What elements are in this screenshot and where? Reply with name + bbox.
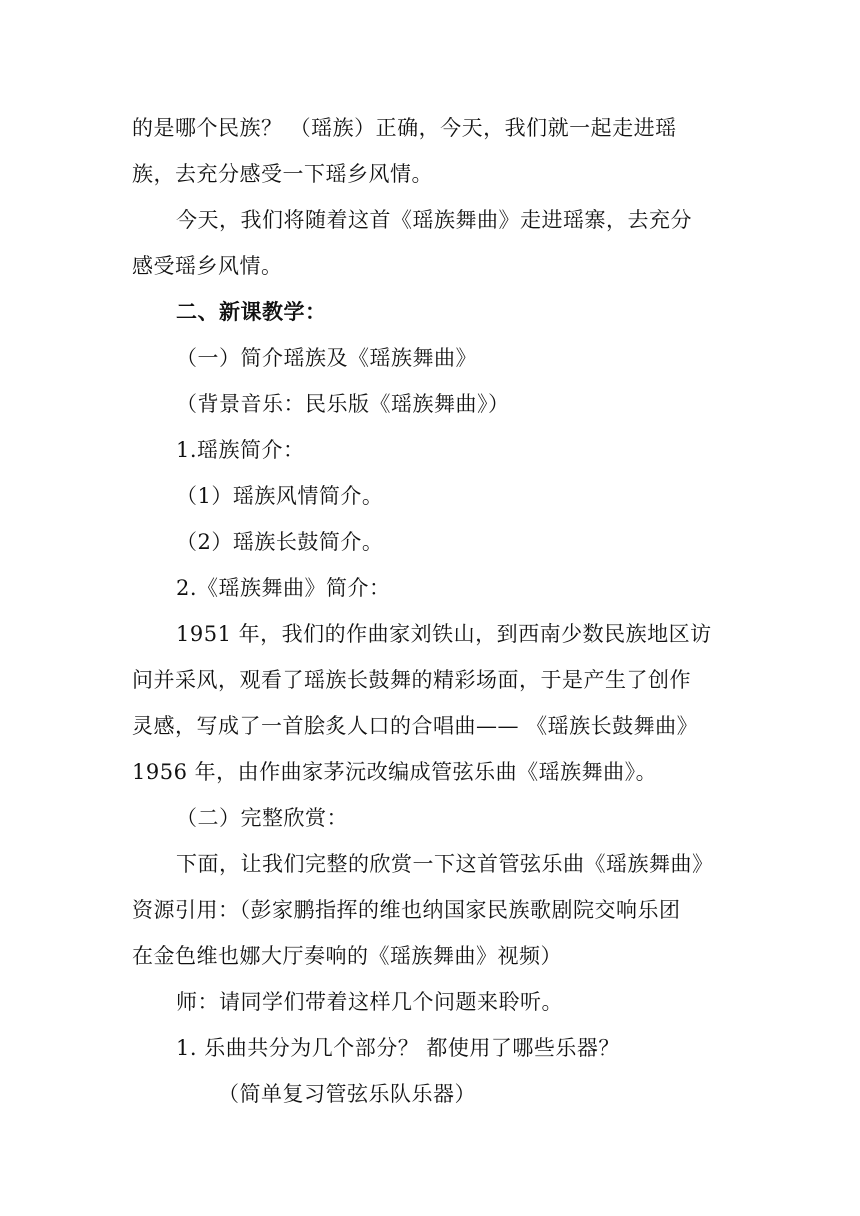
paragraph-line: （简单复习管弦乐队乐器） (218, 1082, 476, 1106)
paragraph-line: 今天，我们将随着这首《瑶族舞曲》走进瑶寨，去充分 (176, 208, 692, 232)
list-item: 2.《瑶族舞曲》简介： (176, 576, 391, 600)
list-item: （1）瑶族风情简介。 (176, 484, 384, 508)
paragraph-line: 下面，让我们完整的欣赏一下这首管弦乐曲《瑶族舞曲》 (176, 852, 714, 876)
paragraph-line: （背景音乐：民乐版《瑶族舞曲》） (176, 392, 510, 416)
section-heading: 二、新课教学： (176, 300, 327, 324)
subsection-heading: （一）简介瑶族及《瑶族舞曲》 (176, 346, 477, 370)
question-item: 1. 乐曲共分为几个部分？ 都使用了哪些乐器？ (176, 1036, 620, 1060)
paragraph-line: 资源引用：（彭家鹏指挥的维也纳国家民族歌剧院交响乐团 (132, 898, 681, 922)
list-item: （2）瑶族长鼓简介。 (176, 530, 384, 554)
paragraph-line: 族，去充分感受一下瑶乡风情。 (132, 162, 433, 186)
list-item: 1.瑶族简介： (176, 438, 305, 462)
paragraph-line: 感受瑶乡风情。 (132, 254, 283, 278)
subsection-heading: （二）完整欣赏： (176, 806, 348, 830)
paragraph-line: 问并采风，观看了瑶族长鼓舞的精彩场面，于是产生了创作 (132, 668, 691, 692)
paragraph-line: 师：请同学们带着这样几个问题来聆听。 (176, 990, 563, 1014)
paragraph-line: 灵感，写成了一首脍炙人口的合唱曲—— 《瑶族长鼓舞曲》 (132, 714, 699, 738)
paragraph-line: 1951 年，我们的作曲家刘铁山，到西南少数民族地区访 (176, 622, 712, 646)
paragraph-line: 在金色维也娜大厅奏响的《瑶族舞曲》视频） (132, 944, 562, 968)
paragraph-line: 1956 年，由作曲家茅沅改编成管弦乐曲《瑶族舞曲》。 (132, 760, 658, 784)
paragraph-line: 的是哪个民族？ （瑶族）正确，今天，我们就一起走进瑶 (132, 116, 677, 140)
